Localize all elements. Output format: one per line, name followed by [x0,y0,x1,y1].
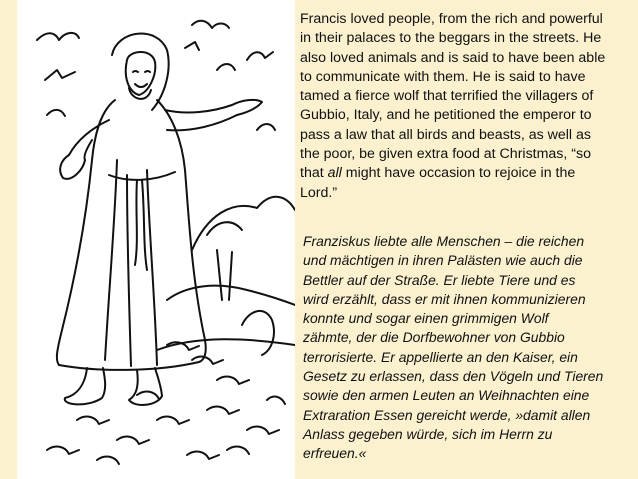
text-line: zähmte, der die Dorfbewohner von Gubbio [303,329,565,346]
text-line: terrorisierte. Er appellierte an den Kaiser, ein [303,348,578,365]
text-line: erfreuen.« [303,445,367,462]
text-line: Anlass gegeben würde, sich im Herrn zu [303,425,553,442]
text-line: Gubbio, Italy, and he petitioned the emperor to [300,107,592,124]
text-line: tamed a fierce wolf that terrified the villagers of [300,88,594,105]
text-line: Gesetz zu erlassen, dass den Vögeln und Tieren [303,368,604,385]
text-line: also loved animals and is said to have been able [300,49,606,66]
text-line: Franziskus liebte alle Menschen – die reichen [303,233,585,249]
text-line: the poor, be given extra food at Christmas, “so [300,146,591,163]
text-line: konnte und sogar einen grimmigen Wolf [303,310,549,327]
text-line: wird erzählt, dass er mit ihnen kommunizieren [303,290,586,307]
text-segment: might have occasion to rejoice in the [341,165,576,182]
text-line: to communicate with them. He is said to have [300,68,586,85]
text-segment: that [300,165,328,182]
text-line: pass a law that all birds and beasts, as well as [300,126,591,143]
illustration-panel [17,0,295,479]
text-line: und mächtigen in ihren Palästen wie auch die [303,252,583,269]
saint-francis-illustration-icon [17,0,295,479]
english-paragraph [300,10,628,203]
emphasis-text: all [327,165,342,182]
text-line: Francis loved people, from the rich and powerful [300,11,603,27]
text-line: in their palaces to the beggars in the streets. He [300,30,602,47]
text-line: Bettler auf der Straße. Er liebte Tiere und es [303,271,576,288]
german-paragraph [303,232,625,464]
text-line: sowie den armen Leuten an Weihnachten eine [303,387,590,404]
text-line: Extraration Essen gereicht werde, »damit allen [303,406,591,423]
text-line [300,164,628,183]
text-line: Lord.” [300,184,338,201]
